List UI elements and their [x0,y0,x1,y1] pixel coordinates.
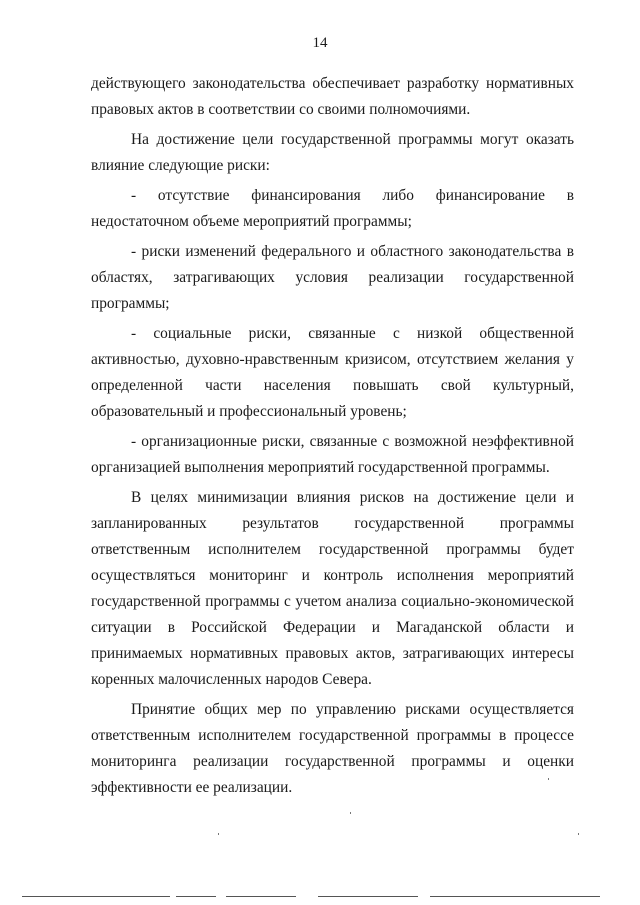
text-line: правовых актов в соответствии со своими полномочиями. [91,101,471,118]
scan-speck [578,833,579,835]
text-line: запланированных результатов государственной программы [91,515,574,532]
text-line: - социальные риски, связанные с низкой общественной [131,325,574,342]
text-line: коренных малочисленных народов Севера. [91,671,372,688]
scan-edge-line [430,896,600,897]
scan-speck [350,812,351,814]
paragraph-continuation [91,71,574,123]
text-line: влияние следующие риски: [91,157,270,174]
risk-item-organizational [91,429,574,481]
text-line: государственной программы с учетом анализа социально-экономической [91,593,574,610]
text-line: - организационные риски, связанные с возможной неэффективной [131,433,574,450]
text-line: ответственным исполнителем государственной программы будет [91,541,574,558]
text-line: определенной части населения повышать свой культурный, [91,377,574,394]
page-number: 14 [312,35,328,51]
scan-edge-line [318,896,418,897]
text-line: областях, затрагивающих условия реализации государственной [91,269,574,286]
text-line: эффективности ее реализации. [91,779,293,796]
text-line: действующего законодательства обеспечивает разработку нормативных [91,75,574,92]
text-line: ответственным исполнителем государственной программы в процессе [91,727,574,744]
text-line: ситуации в Российской Федерации и Магаданской области и [91,619,574,636]
text-line: - отсутствие финансирования либо финансирование в [131,187,574,204]
paragraph-risks-intro [91,127,574,179]
text-line: организацией выполнения мероприятий государственной программы. [91,459,550,476]
paragraph-risk-management [91,697,574,801]
text-line: недостаточном объеме мероприятий программы; [91,213,412,230]
body-text [91,71,574,801]
text-line: образовательный и профессиональный уровень; [91,403,407,420]
text-line: На достижение цели государственной программы могут оказать [131,131,574,148]
risk-item-financing [91,183,574,235]
text-line: принимаемых нормативных правовых актов, затрагивающих интересы [91,645,574,662]
text-line: В целях минимизации влияния рисков на достижение цели и [131,489,574,506]
text-line: осуществляться мониторинг и контроль исполнения мероприятий [91,567,574,584]
text-line: - риски изменений федерального и областного законодательства в [131,243,574,260]
paragraph-risk-minimization [91,485,574,693]
text-line: Принятие общих мер по управлению рисками осуществляется [131,701,574,718]
scan-edge-line [22,896,170,897]
risk-item-social [91,321,574,425]
risk-item-legislation [91,239,574,317]
scan-edge-line [176,896,216,897]
text-line: активностью, духовно-нравственным кризисом, отсутствием желания у [91,351,574,368]
text-line: программы; [91,295,170,312]
text-line: мониторинга реализации государственной программы и оценки [91,753,574,770]
scan-speck [218,833,219,835]
scan-edge-line [226,896,296,897]
scan-speck [548,778,549,780]
